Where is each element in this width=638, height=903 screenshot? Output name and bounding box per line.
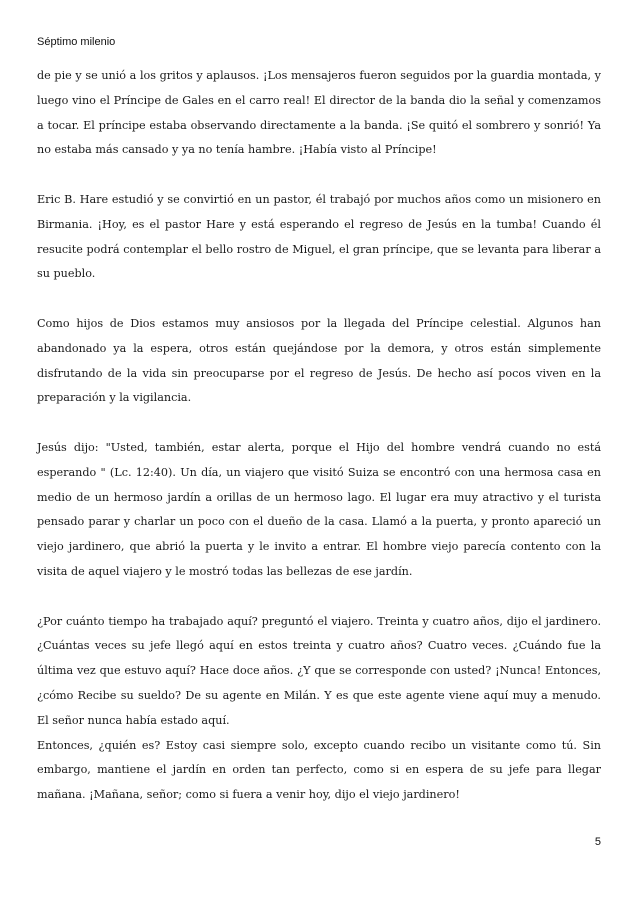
page-number: 5: [594, 836, 601, 848]
paragraph: Entonces, ¿quién es? Estoy casi siempre solo, excepto cuando recibo un visitante como tú. Sin embargo, mantiene el jardín en orden tan perfecto, como si en espera de su jefe para llegar mañana. ¡Mañana, señor; como si fuera a venir hoy, dijo el viejo jardinero!: [37, 738, 601, 802]
paragraph: de pie y se unió a los gritos y aplausos. ¡Los mensajeros fueron seguidos por la guardia montada, y luego vino el Príncipe de Gales en el carro real! El director de la banda dio la señal y comenzamos a tocar. El príncipe estaba observando directamente a la banda. ¡Se quitó el sombrero y sonrió! Ya no estaba más cansado y ya no tenía hambre. ¡Había visto al Príncipe!: [37, 69, 601, 157]
body-text: [37, 64, 601, 808]
paragraph: Jesús dijo: "Usted, también, estar alerta, porque el Hijo del hombre vendrá cuando no está esperando " (Lc. 12:40). Un día, un viajero que visitó Suiza se encontró con una hermosa casa en medio de un hermoso jardín a orillas de un hermoso lago. El lugar era muy atractivo y el turista pensado parar y charlar un poco con el dueño de la casa. Llamó a la puerta, y pronto apareció un viejo jardinero, que abrió la puerta y le invito a entrar. El hombre viejo parecía contento con la visita de aquel viajero y le mostró todas las bellezas de ese jardín.: [37, 440, 601, 578]
paragraph: Eric B. Hare estudió y se convirtió en un pastor, él trabajó por muchos años como un misionero en Birmania. ¡Hoy, es el pastor Hare y está esperando el regreso de Jesús en la tumba! Cuando él resucite podrá contemplar el bello rostro de Miguel, el gran príncipe, que se levanta para liberar a su pueblo.: [37, 192, 601, 281]
running-header: Séptimo milenio: [37, 36, 116, 48]
paragraph: ¿Por cuánto tiempo ha trabajado aquí? preguntó el viajero. Treinta y cuatro años, dijo el jardinero. ¿Cuántas veces su jefe llegó aquí en estos treinta y cuatro años? Cuatro veces. ¿Cuándo fue la última vez que estuvo aquí? Hace doce años. ¿Y que se corresponde con usted? ¡Nunca! Entonces, ¿cómo Recibe su sueldo? De su agente en Milán. Y es que este agente viene aquí muy a menudo. El señor nunca había estado aquí.: [37, 614, 601, 727]
paragraph: Como hijos de Dios estamos muy ansiosos por la llegada del Príncipe celestial. Algunos han abandonado ya la espera, otros están quejándose por la demora, y otros están simplemente disfrutando de la vida sin preocuparse por el regreso de Jesús. De hecho así pocos viven en la preparación y la vigilancia.: [37, 316, 601, 405]
